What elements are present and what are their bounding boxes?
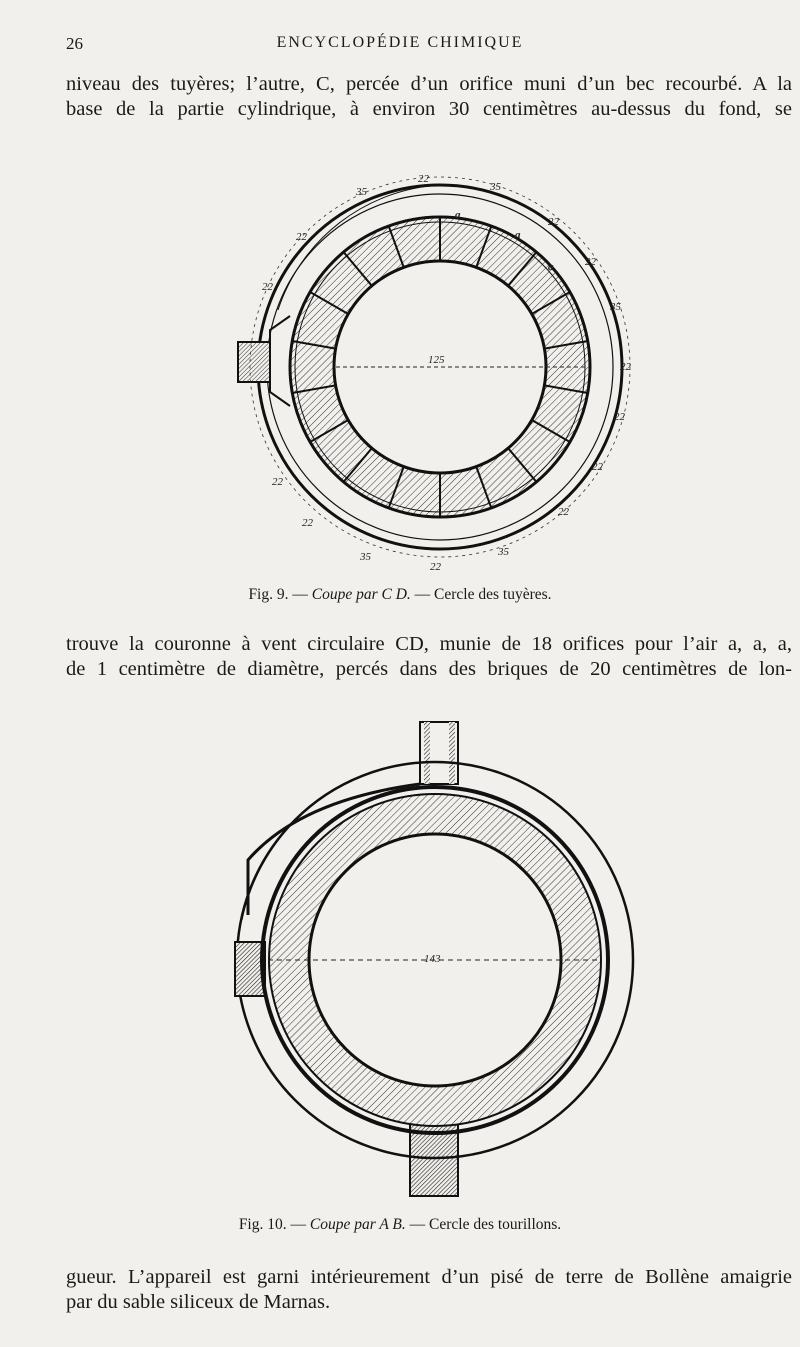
figure-9-tuyere-ring-drawing bbox=[0, 170, 800, 580]
svg-text:22: 22 bbox=[548, 216, 559, 228]
figure-9-caption bbox=[0, 586, 800, 604]
svg-text:22: 22 bbox=[592, 461, 603, 473]
svg-text:22: 22 bbox=[262, 281, 273, 293]
paragraph-1 bbox=[66, 72, 792, 122]
figure-10-trunnion-ring-drawing bbox=[0, 720, 800, 1210]
svg-text:22: 22 bbox=[302, 517, 313, 529]
figure-10-caption bbox=[0, 1216, 800, 1234]
svg-text:35: 35 bbox=[360, 551, 371, 563]
svg-text:22: 22 bbox=[620, 361, 631, 373]
paragraph-3-line-2: par du sable siliceux de Marnas. bbox=[66, 1291, 331, 1313]
page-number: 26 bbox=[66, 34, 83, 53]
paragraph-3 bbox=[66, 1265, 792, 1315]
svg-text:35: 35 bbox=[490, 181, 501, 193]
svg-text:22: 22 bbox=[430, 561, 441, 573]
svg-text:22: 22 bbox=[585, 256, 596, 268]
svg-text:22: 22 bbox=[614, 411, 625, 423]
svg-text:22: 22 bbox=[418, 173, 429, 185]
svg-text:35: 35 bbox=[498, 546, 509, 558]
svg-text:22: 22 bbox=[558, 506, 569, 518]
figure-9-caption-italic: Coupe par C D. bbox=[311, 586, 411, 603]
svg-text:22: 22 bbox=[296, 231, 307, 243]
svg-text:22: 22 bbox=[272, 476, 283, 488]
figure-9-caption-fig: Fig. 9. — bbox=[248, 586, 308, 603]
svg-text:35: 35 bbox=[356, 186, 367, 198]
paragraph-1-line-1: niveau des tuyères; l’autre, C, percée d’un orifice muni d’un bec recourbé. A la bbox=[66, 73, 792, 95]
air-inlet-nozzle bbox=[238, 316, 290, 406]
paragraph-2-line-1: trouve la couronne à vent circulaire CD, munie de 18 orifices pour l’air a, a, a, bbox=[66, 633, 792, 655]
dimension-125: 125 bbox=[428, 354, 445, 366]
running-head: ENCYCLOPÉDIE CHIMIQUE bbox=[276, 34, 524, 51]
orifice-label-a-1: a bbox=[455, 209, 461, 221]
brick-ring bbox=[290, 217, 590, 517]
figure-10-caption-rest: — Cercle des tourillons. bbox=[409, 1216, 562, 1233]
paragraph-2-line-2: de 1 centimètre de diamètre, percés dans des briques de 20 centimètres de lon- bbox=[66, 658, 792, 680]
figure-9-caption-rest: — Cercle des tuyères. bbox=[414, 586, 552, 603]
svg-text:35: 35 bbox=[610, 301, 621, 313]
top-pipe bbox=[420, 722, 458, 784]
orifice-label-a-3: a bbox=[548, 261, 554, 273]
dimension-143: 143 bbox=[424, 953, 441, 965]
paragraph-1-line-2: base de la partie cylindrique, à environ 30 centimètres au-dessus du fond, se bbox=[66, 98, 792, 120]
figure-10-caption-fig: Fig. 10. — bbox=[238, 1216, 306, 1233]
orifice-label-a-2: a bbox=[515, 229, 521, 241]
paragraph-2 bbox=[66, 632, 792, 682]
figure-10-caption-italic: Coupe par A B. bbox=[309, 1216, 406, 1233]
paragraph-3-line-1: gueur. L’appareil est garni intérieurement d’un pisé de terre de Bollène amaigrie bbox=[66, 1266, 792, 1288]
